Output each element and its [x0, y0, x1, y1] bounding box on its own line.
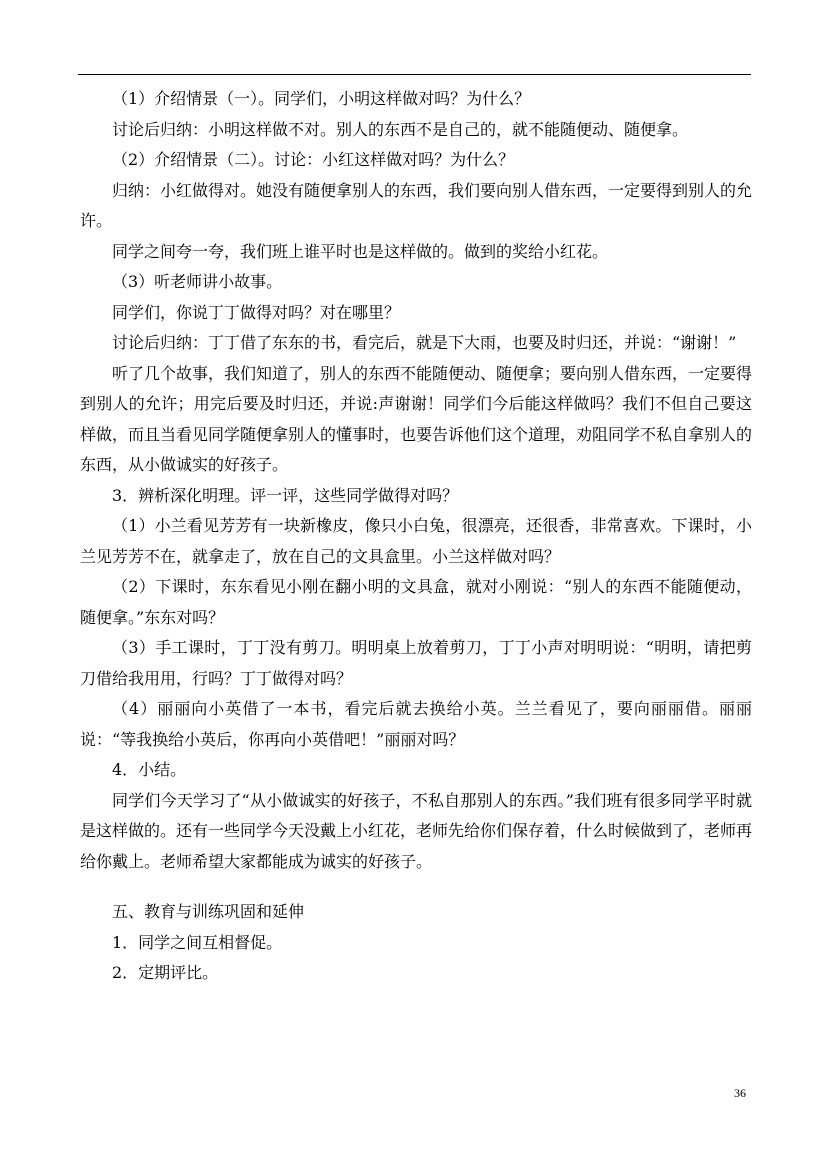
- paragraph: 同学们，你说丁丁做得对吗？对在哪里？: [112, 302, 401, 322]
- page-body: [80, 84, 752, 989]
- paragraph: （3）听老师讲小故事。: [112, 272, 283, 291]
- list-item: 2．定期评比。: [112, 963, 219, 982]
- section-gap: [80, 877, 752, 897]
- page-number: 36: [734, 1086, 746, 1100]
- paragraph: （2）介绍情景（二）。讨论：小红这样做对吗？为什么？: [112, 150, 515, 169]
- paragraph: （2）下课时，东东看见小刚在翻小明的文具盒，就对小刚说：“别人的东西不能随便动，随便拿。”东东对吗？: [80, 577, 752, 627]
- paragraph: 3．辨析深化明理。评一评，这些同学做得对吗？: [112, 485, 459, 505]
- paragraph: 同学们今天学习了“从小做诚实的好孩子，不私自那别人的东西。”我们班有很多同学平时就是这样做的。还有一些同学今天没戴上小红花，老师先给你们保存着，什么时候做到了，老师再给你戴上。老师希望大家都能成为诚实的好孩子。: [80, 790, 753, 871]
- paragraph: 讨论后归纳：丁丁借了东东的书，看完后，就是下大雨，也要及时归还，并说：“谢谢！”: [112, 333, 737, 352]
- paragraph: （3）手工课时，丁丁没有剪刀。明明桌上放着剪刀，丁丁小声对明明说：“明明，请把剪刀借给我用用，行吗？丁丁做得对吗？: [80, 638, 752, 688]
- paragraph: 归纳：小红做得对。她没有随便拿别人的东西，我们要向别人借东西，一定要得到别人的允许。: [80, 180, 753, 230]
- header-rule: [78, 74, 751, 75]
- list-item: 1．同学之间互相督促。: [112, 932, 283, 952]
- paragraph: 讨论后归纳：小明这样做不对。别人的东西不是自己的，就不能随便动、随便拿。: [112, 119, 689, 139]
- paragraph: 同学之间夸一夸，我们班上谁平时也是这样做的。做到的奖给小红花。: [112, 241, 609, 261]
- section-heading: 五、教育与训练巩固和延伸: [112, 902, 305, 921]
- paragraph: 听了几个故事，我们知道了，别人的东西不能随便动、随便拿；要向别人借东西，一定要得到别人的允许；用完后要及时归还，并说:声谢谢！同学们今后能这样做吗？我们不但自己要这样做，而且当看见同学随便拿别人的懂事时，也要告诉他们这个道理，劝阻同学不私自拿别人的东西，从小做诚实的好孩子。: [80, 363, 753, 474]
- paragraph: （1）介绍情景（一）。同学们，小明这样做对吗？为什么？: [112, 89, 531, 108]
- paragraph: （4）丽丽向小英借了一本书，看完后就去换给小英。兰兰看见了，要向丽丽借。丽丽说：“等我换给小英后，你再向小英借吧！”丽丽对吗？: [80, 699, 752, 749]
- paragraph: （1）小兰看见芳芳有一块新橡皮，像只小白兔，很漂亮，还很香，非常喜欢。下课时，小兰见芳芳不在，就拿走了，放在自己的文具盒里。小兰这样做对吗？: [80, 516, 752, 566]
- paragraph: 4．小结。: [112, 760, 187, 779]
